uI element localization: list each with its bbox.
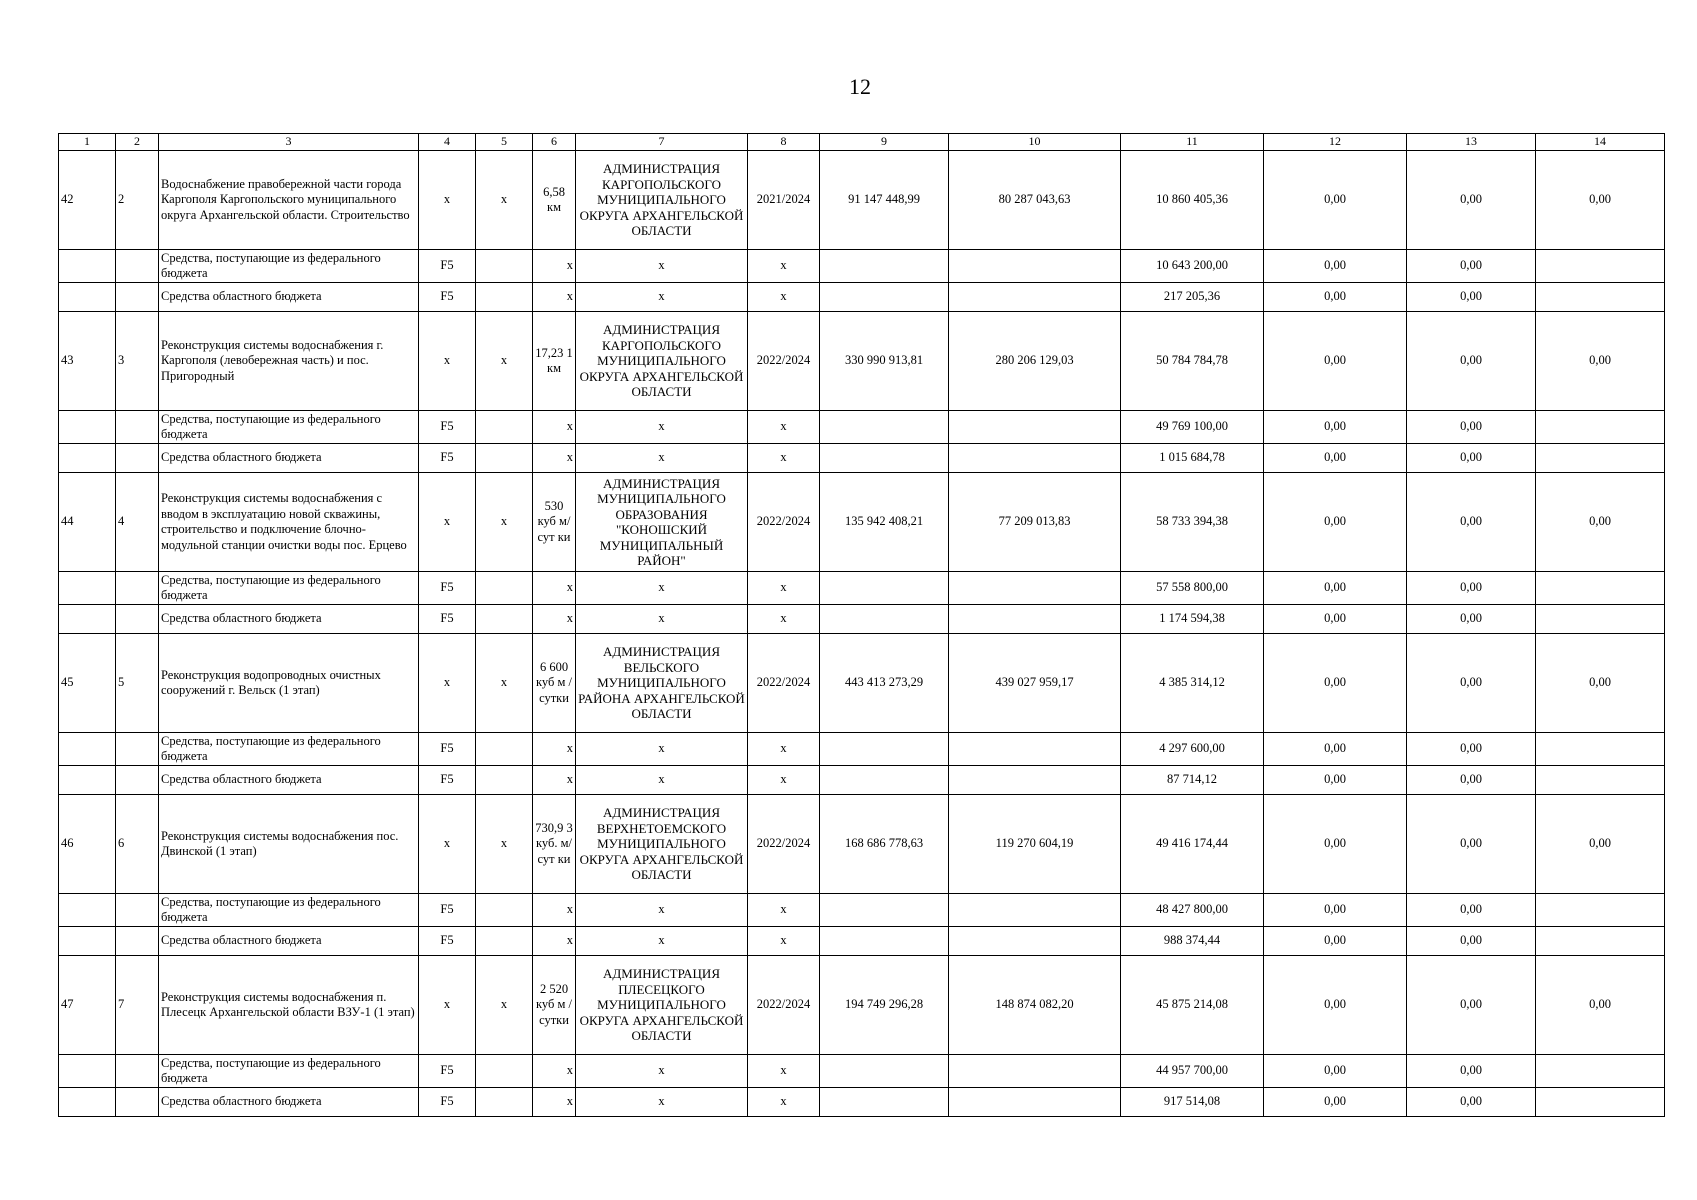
col-7: x	[576, 411, 748, 444]
col-11: 4 385 314,12	[1121, 634, 1264, 733]
col-7: x	[576, 733, 748, 766]
row-number: 45	[59, 634, 116, 733]
total-cost: 443 413 273,29	[820, 634, 949, 733]
header-cell: 12	[1264, 134, 1407, 151]
col-12: 0,00	[1264, 1088, 1407, 1117]
capacity: 530 куб м/сут ки	[533, 473, 576, 572]
item-number: 6	[116, 795, 159, 894]
item-number: 3	[116, 312, 159, 411]
federal-row	[59, 1055, 1665, 1088]
col-10: 80 287 043,63	[949, 151, 1121, 250]
total-cost: 168 686 778,63	[820, 795, 949, 894]
col-14: 0,00	[1536, 151, 1665, 250]
period: 2022/2024	[748, 473, 820, 572]
col-4: F5	[419, 894, 476, 927]
col-11: 10 643 200,00	[1121, 250, 1264, 283]
item-number: 2	[116, 151, 159, 250]
project-name: Реконструкция системы водоснабжения с вводом в эксплуатацию новой скважины, строительство и подключение блочно-модульной станции очистки воды пос. Ерцево	[159, 473, 419, 572]
header-cell: 1	[59, 134, 116, 151]
federal-row	[59, 572, 1665, 605]
col-13: 0,00	[1407, 1088, 1536, 1117]
col-13: 0,00	[1407, 956, 1536, 1055]
project-row	[59, 634, 1665, 733]
col-12: 0,00	[1264, 572, 1407, 605]
col-14: 0,00	[1536, 312, 1665, 411]
federal-label: Средства, поступающие из федерального бюджета	[159, 250, 419, 283]
col-4: F5	[419, 605, 476, 634]
federal-label: Средства, поступающие из федерального бюджета	[159, 1055, 419, 1088]
project-name: Реконструкция водопроводных очистных сооружений г. Вельск (1 этап)	[159, 634, 419, 733]
project-row	[59, 312, 1665, 411]
row-number: 43	[59, 312, 116, 411]
project-row	[59, 151, 1665, 250]
col-7: x	[576, 766, 748, 795]
row-number: 44	[59, 473, 116, 572]
col-8: x	[748, 927, 820, 956]
header-cell: 3	[159, 134, 419, 151]
total-cost: 135 942 408,21	[820, 473, 949, 572]
col-14: 0,00	[1536, 473, 1665, 572]
col-5: x	[476, 956, 533, 1055]
col-11: 50 784 784,78	[1121, 312, 1264, 411]
row-number: 47	[59, 956, 116, 1055]
regional-row	[59, 766, 1665, 795]
col-13: 0,00	[1407, 473, 1536, 572]
col-6: x	[533, 766, 576, 795]
col-7: x	[576, 1088, 748, 1117]
project-name: Реконструкция системы водоснабжения г. Каргополя (левобережная часть) и пос. Пригородный	[159, 312, 419, 411]
header-cell: 8	[748, 134, 820, 151]
col-12: 0,00	[1264, 444, 1407, 473]
col-8: x	[748, 572, 820, 605]
col-8: x	[748, 411, 820, 444]
col-7: x	[576, 444, 748, 473]
federal-label: Средства, поступающие из федерального бюджета	[159, 733, 419, 766]
col-11: 44 957 700,00	[1121, 1055, 1264, 1088]
col-12: 0,00	[1264, 283, 1407, 312]
regional-label: Средства областного бюджета	[159, 927, 419, 956]
regional-label: Средства областного бюджета	[159, 1088, 419, 1117]
col-4: x	[419, 151, 476, 250]
project-name: Реконструкция системы водоснабжения пос. Двинской (1 этап)	[159, 795, 419, 894]
col-5: x	[476, 312, 533, 411]
regional-row	[59, 605, 1665, 634]
funding-table	[58, 133, 1665, 1117]
col-11: 48 427 800,00	[1121, 894, 1264, 927]
col-4: x	[419, 795, 476, 894]
col-8: x	[748, 444, 820, 473]
col-7: x	[576, 250, 748, 283]
col-10: 119 270 604,19	[949, 795, 1121, 894]
col-4: F5	[419, 283, 476, 312]
col-6: x	[533, 894, 576, 927]
col-12: 0,00	[1264, 634, 1407, 733]
header-cell: 10	[949, 134, 1121, 151]
project-row	[59, 795, 1665, 894]
col-5: x	[476, 151, 533, 250]
col-6: x	[533, 733, 576, 766]
capacity: 6 600 куб м / сутки	[533, 634, 576, 733]
col-4: F5	[419, 766, 476, 795]
col-11: 58 733 394,38	[1121, 473, 1264, 572]
col-11: 917 514,08	[1121, 1088, 1264, 1117]
header-cell: 2	[116, 134, 159, 151]
capacity: 6,58 км	[533, 151, 576, 250]
federal-row	[59, 411, 1665, 444]
col-7: x	[576, 572, 748, 605]
period: 2021/2024	[748, 151, 820, 250]
col-12: 0,00	[1264, 411, 1407, 444]
col-13: 0,00	[1407, 605, 1536, 634]
col-4: F5	[419, 250, 476, 283]
col-12: 0,00	[1264, 733, 1407, 766]
col-8: x	[748, 733, 820, 766]
organization: АДМИНИСТРАЦИЯ КАРГОПОЛЬСКОГО МУНИЦИПАЛЬНОГО ОКРУГА АРХАНГЕЛЬСКОЙ ОБЛАСТИ	[576, 312, 748, 411]
col-6: x	[533, 1055, 576, 1088]
col-14: 0,00	[1536, 795, 1665, 894]
project-name: Реконструкция системы водоснабжения п. Плесецк Архангельской области ВЗУ-1 (1 этап)	[159, 956, 419, 1055]
col-4: x	[419, 473, 476, 572]
col-12: 0,00	[1264, 894, 1407, 927]
col-8: x	[748, 1088, 820, 1117]
item-number: 5	[116, 634, 159, 733]
organization: АДМИНИСТРАЦИЯ МУНИЦИПАЛЬНОГО ОБРАЗОВАНИЯ "КОНОШСКИЙ МУНИЦИПАЛЬНЫЙ РАЙОН"	[576, 473, 748, 572]
regional-label: Средства областного бюджета	[159, 283, 419, 312]
col-6: x	[533, 250, 576, 283]
col-5: x	[476, 473, 533, 572]
col-12: 0,00	[1264, 250, 1407, 283]
row-number: 42	[59, 151, 116, 250]
col-14: 0,00	[1536, 634, 1665, 733]
col-12: 0,00	[1264, 312, 1407, 411]
col-13: 0,00	[1407, 312, 1536, 411]
header-cell: 14	[1536, 134, 1665, 151]
col-13: 0,00	[1407, 795, 1536, 894]
regional-row	[59, 444, 1665, 473]
col-13: 0,00	[1407, 411, 1536, 444]
col-7: x	[576, 894, 748, 927]
col-8: x	[748, 283, 820, 312]
period: 2022/2024	[748, 312, 820, 411]
col-11: 1 174 594,38	[1121, 605, 1264, 634]
federal-row	[59, 894, 1665, 927]
period: 2022/2024	[748, 795, 820, 894]
col-11: 87 714,12	[1121, 766, 1264, 795]
col-8: x	[748, 894, 820, 927]
col-6: x	[533, 605, 576, 634]
federal-row	[59, 250, 1665, 283]
regional-label: Средства областного бюджета	[159, 605, 419, 634]
capacity: 730,9 3 куб. м/сут ки	[533, 795, 576, 894]
col-8: x	[748, 250, 820, 283]
col-12: 0,00	[1264, 151, 1407, 250]
header-cell: 13	[1407, 134, 1536, 151]
regional-row	[59, 1088, 1665, 1117]
organization: АДМИНИСТРАЦИЯ ВЕЛЬСКОГО МУНИЦИПАЛЬНОГО РАЙОНА АРХАНГЕЛЬСКОЙ ОБЛАСТИ	[576, 634, 748, 733]
col-12: 0,00	[1264, 766, 1407, 795]
col-13: 0,00	[1407, 151, 1536, 250]
organization: АДМИНИСТРАЦИЯ ВЕРХНЕТОЕМСКОГО МУНИЦИПАЛЬНОГО ОКРУГА АРХАНГЕЛЬСКОЙ ОБЛАСТИ	[576, 795, 748, 894]
header-cell: 7	[576, 134, 748, 151]
regional-label: Средства областного бюджета	[159, 444, 419, 473]
col-4: F5	[419, 572, 476, 605]
col-13: 0,00	[1407, 894, 1536, 927]
col-10: 439 027 959,17	[949, 634, 1121, 733]
col-5: x	[476, 634, 533, 733]
col-11: 57 558 800,00	[1121, 572, 1264, 605]
col-7: x	[576, 1055, 748, 1088]
col-11: 49 416 174,44	[1121, 795, 1264, 894]
col-4: F5	[419, 1055, 476, 1088]
federal-row	[59, 733, 1665, 766]
header-cell: 9	[820, 134, 949, 151]
total-cost: 330 990 913,81	[820, 312, 949, 411]
col-11: 49 769 100,00	[1121, 411, 1264, 444]
col-7: x	[576, 283, 748, 312]
regional-row	[59, 927, 1665, 956]
period: 2022/2024	[748, 956, 820, 1055]
col-8: x	[748, 605, 820, 634]
row-number: 46	[59, 795, 116, 894]
federal-label: Средства, поступающие из федерального бюджета	[159, 572, 419, 605]
federal-label: Средства, поступающие из федерального бюджета	[159, 411, 419, 444]
col-13: 0,00	[1407, 733, 1536, 766]
col-4: F5	[419, 733, 476, 766]
col-4: F5	[419, 444, 476, 473]
col-10: 77 209 013,83	[949, 473, 1121, 572]
regional-label: Средства областного бюджета	[159, 766, 419, 795]
col-13: 0,00	[1407, 634, 1536, 733]
header-cell: 11	[1121, 134, 1264, 151]
capacity: 17,23 1 км	[533, 312, 576, 411]
period: 2022/2024	[748, 634, 820, 733]
col-6: x	[533, 572, 576, 605]
col-12: 0,00	[1264, 1055, 1407, 1088]
col-13: 0,00	[1407, 766, 1536, 795]
capacity: 2 520 куб м / сутки	[533, 956, 576, 1055]
col-11: 10 860 405,36	[1121, 151, 1264, 250]
col-10: 280 206 129,03	[949, 312, 1121, 411]
project-row	[59, 473, 1665, 572]
organization: АДМИНИСТРАЦИЯ ПЛЕСЕЦКОГО МУНИЦИПАЛЬНОГО ОКРУГА АРХАНГЕЛЬСКОЙ ОБЛАСТИ	[576, 956, 748, 1055]
col-8: x	[748, 1055, 820, 1088]
col-12: 0,00	[1264, 927, 1407, 956]
col-11: 1 015 684,78	[1121, 444, 1264, 473]
federal-label: Средства, поступающие из федерального бюджета	[159, 894, 419, 927]
col-13: 0,00	[1407, 250, 1536, 283]
col-4: x	[419, 634, 476, 733]
col-4: F5	[419, 411, 476, 444]
col-12: 0,00	[1264, 956, 1407, 1055]
col-12: 0,00	[1264, 795, 1407, 894]
header-row	[59, 134, 1665, 151]
col-13: 0,00	[1407, 1055, 1536, 1088]
header-cell: 6	[533, 134, 576, 151]
page-number: 12	[849, 74, 871, 99]
project-row	[59, 956, 1665, 1055]
col-13: 0,00	[1407, 283, 1536, 312]
col-14: 0,00	[1536, 956, 1665, 1055]
col-11: 4 297 600,00	[1121, 733, 1264, 766]
col-13: 0,00	[1407, 444, 1536, 473]
col-6: x	[533, 411, 576, 444]
total-cost: 91 147 448,99	[820, 151, 949, 250]
col-4: F5	[419, 927, 476, 956]
col-12: 0,00	[1264, 605, 1407, 634]
col-13: 0,00	[1407, 572, 1536, 605]
col-4: x	[419, 956, 476, 1055]
col-11: 45 875 214,08	[1121, 956, 1264, 1055]
col-5: x	[476, 795, 533, 894]
col-6: x	[533, 1088, 576, 1117]
col-11: 988 374,44	[1121, 927, 1264, 956]
col-6: x	[533, 283, 576, 312]
col-10: 148 874 082,20	[949, 956, 1121, 1055]
col-12: 0,00	[1264, 473, 1407, 572]
col-8: x	[748, 766, 820, 795]
col-7: x	[576, 927, 748, 956]
regional-row	[59, 283, 1665, 312]
col-13: 0,00	[1407, 927, 1536, 956]
col-6: x	[533, 927, 576, 956]
organization: АДМИНИСТРАЦИЯ КАРГОПОЛЬСКОГО МУНИЦИПАЛЬНОГО ОКРУГА АРХАНГЕЛЬСКОЙ ОБЛАСТИ	[576, 151, 748, 250]
col-4: F5	[419, 1088, 476, 1117]
item-number: 4	[116, 473, 159, 572]
col-4: x	[419, 312, 476, 411]
col-11: 217 205,36	[1121, 283, 1264, 312]
project-name: Водоснабжение правобережной части города Каргополя Каргопольского муниципального округа Архангельской области. Строительство	[159, 151, 419, 250]
header-cell: 4	[419, 134, 476, 151]
total-cost: 194 749 296,28	[820, 956, 949, 1055]
col-7: x	[576, 605, 748, 634]
header-cell: 5	[476, 134, 533, 151]
col-6: x	[533, 444, 576, 473]
item-number: 7	[116, 956, 159, 1055]
